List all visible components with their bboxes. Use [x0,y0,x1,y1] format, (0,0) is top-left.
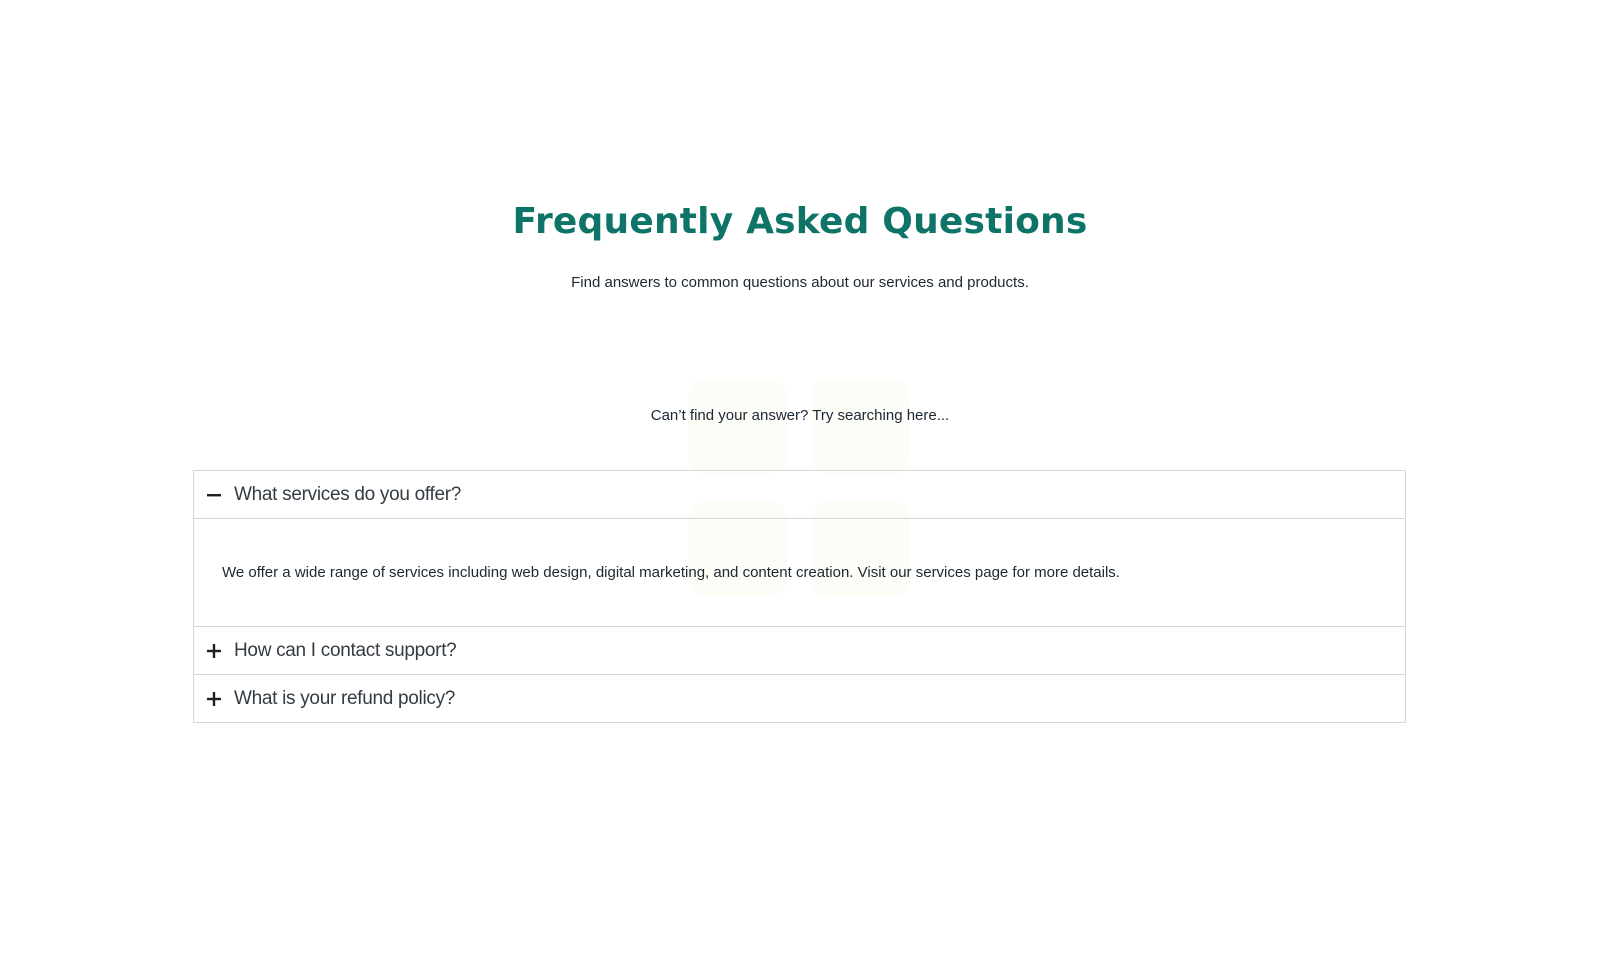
page-subtitle: Find answers to common questions about our services and products. [571,274,1029,291]
faq-answer: We offer a wide range of services including web design, digital marketing, and content creation. Visit our services page for more details. [222,564,1120,581]
faq-item-services[interactable] [194,471,1405,519]
faq-question: How can I contact support? [234,639,457,661]
search-hint[interactable]: Can’t find your answer? Try searching here... [650,407,950,424]
faq-accordion [193,470,1406,723]
decorative-tile [811,378,910,474]
faq-question: What is your refund policy? [234,687,456,709]
page-title: Frequently Asked Questions [512,201,1088,242]
faq-item-support[interactable] [194,626,1405,674]
decorative-tile [688,378,787,474]
minus-icon[interactable] [204,485,224,505]
faq-item-refund[interactable] [194,674,1405,722]
faq-question: What services do you offer? [234,483,462,505]
plus-icon[interactable] [204,689,224,709]
plus-icon[interactable] [204,641,224,661]
